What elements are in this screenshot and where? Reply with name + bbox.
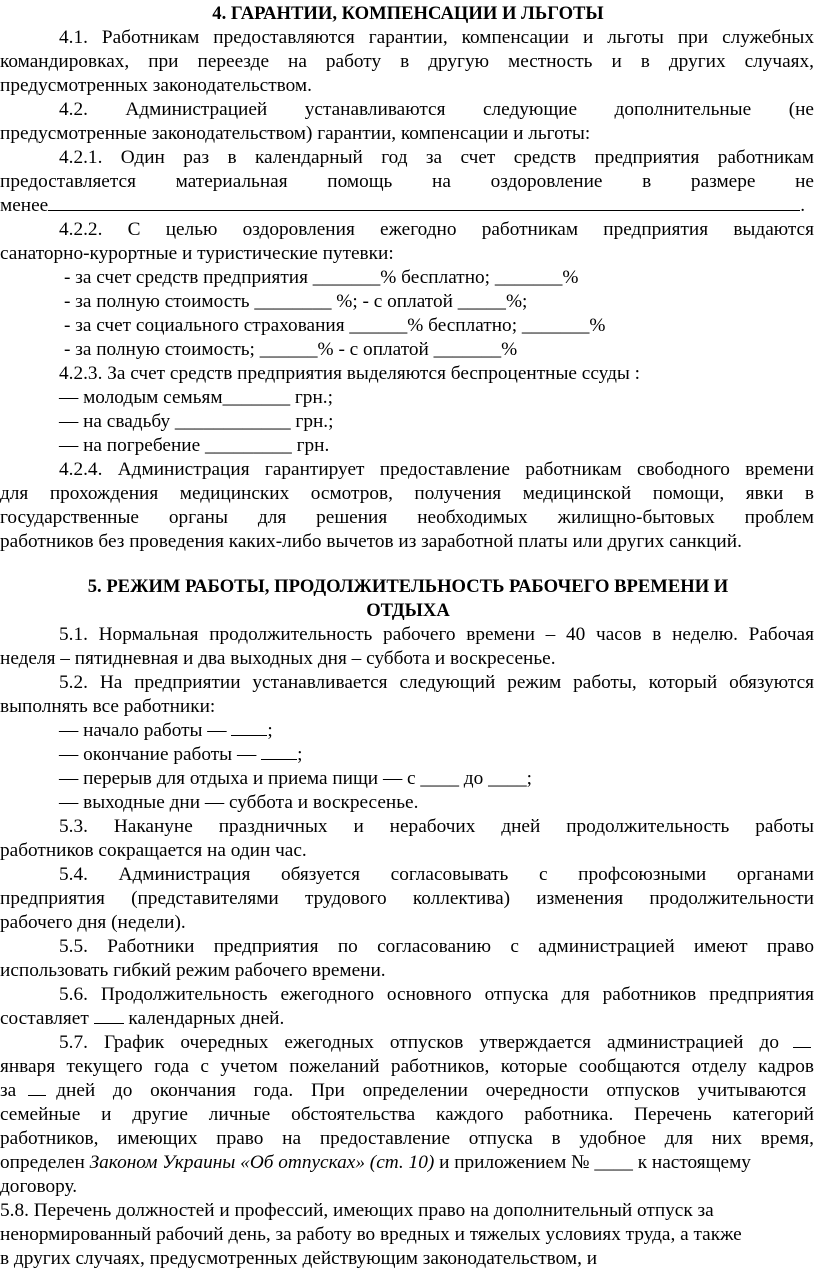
fill-in-blank[interactable] [28,1079,46,1096]
paragraph-5-1-line: 5.1. Нормальная продолжительность рабочего времени – 40 часов в неделю. Рабочая [59,624,814,645]
paragraph-5-4-line: предприятия (представителями трудового коллектива) изменения продолжительности [0,888,814,909]
paragraph-5-7-line: января текущего года с учетом пожеланий работников, которые сообщаются отделу кадров [0,1056,814,1077]
paragraph-4-2-4-line: работников без проведения каких-либо вычетов из заработной платы или других санкций. [0,531,742,552]
text-fragment: — начало работы — [59,720,232,741]
fill-in-blank[interactable] [261,743,297,760]
schedule-line [59,719,273,743]
paragraph-4-2-1-line: 4.2.1. Один раз в календарный год за счет средств предприятия работникам [59,147,814,168]
schedule-line: — выходные дни — суббота и воскресенье. [59,792,419,813]
paragraph-5-5-line: использовать гибкий режим рабочего времени. [0,960,386,981]
paragraph-5-2-line: 5.2. На предприятии устанавливается следующий режим работы, который обязуются [59,672,814,693]
voucher-line: - за полную стоимость ________ %; - с оплатой _____%; [64,291,528,312]
paragraph-5-3-line: работников сокращается на один час. [0,840,307,861]
paragraph-4-2-4-line: 4.2.4. Администрация гарантирует предоставление работникам свободного времени [59,459,814,480]
voucher-line: - за счет социального страхования ______% бесплатно; _______% [64,315,606,336]
paragraph-5-3-line: 5.3. Накануне праздничных и нерабочих дней продолжительность работы [59,816,814,837]
paragraph-4-2-2-line: 4.2.2. С целью оздоровления ежегодно работникам предприятия выдаются [59,219,814,240]
section-4-heading: 4. ГАРАНТИИ, КОМПЕНСАЦИИ И ЛЬГОТЫ [212,3,604,24]
paragraph-5-1-line: неделя – пятидневная и два выходных дня – суббота и воскресенье. [0,648,556,669]
paragraph-4-2-4-line: для прохождения медицинских осмотров, получения медицинской помощи, явки в [0,483,814,504]
paragraph-5-7-line: договору. [0,1176,78,1197]
paragraph-4-2-3: 4.2.3. За счет средств предприятия выделяются беспроцентные ссуды : [59,363,641,384]
paragraph-5-8-line: 5.8. Перечень должностей и профессий, имеющих право на дополнительный отпуск за [0,1200,714,1221]
text-fragment: и приложением № ____ к настоящему [434,1152,751,1173]
paragraph-4-2-line: 4.2. Администрацией устанавливаются следующие дополнительные (не [59,99,814,120]
paragraph-5-8-line: ненормированный рабочий день, за работу во вредных и тяжелых условиях труда, а также [0,1224,742,1245]
section-5-heading: 5. РЕЖИМ РАБОТЫ, ПРОДОЛЖИТЕЛЬНОСТЬ РАБОЧЕГО ВРЕМЕНИ И [87,576,729,597]
paragraph-5-7-line [59,1031,814,1055]
text-fragment: дней до окончания года. При определении очередности отпусков учитываются [56,1080,807,1101]
paragraph-4-2-line: предусмотренные законодательством) гарантии, компенсации и льготы: [0,123,591,144]
text-fragment: определен [0,1152,90,1173]
paragraph-5-7-line [0,1151,751,1175]
text-fragment: ; [267,720,273,741]
paragraph-5-7-line: семейные и другие личные обстоятельства каждого работника. Перечень категорий [0,1104,814,1125]
text-fragment: менее [0,195,49,216]
text-fragment: . [800,195,806,216]
fill-in-blank[interactable] [48,194,800,211]
voucher-line: - за полную стоимость; ______% - с оплатой _______% [64,339,518,360]
fill-in-blank[interactable] [793,1031,811,1048]
paragraph-4-1-line: командировках, при переезде на работу в другую местность и в других случаях, [0,51,814,72]
text-fragment: 5.7. График очередных ежегодных отпусков утверждается администрацией до [59,1032,779,1053]
text-fragment: ; [297,744,303,765]
paragraph-4-1-line: предусмотренных законодательством. [0,75,312,96]
paragraph-5-6-line: 5.6. Продолжительность ежегодного основного отпуска для работников предприятия [59,984,814,1005]
section-5-heading: ОТДЫХА [366,600,450,621]
loan-line: — молодым семьям_______ грн.; [59,387,333,408]
paragraph-4-1-line: 4.1. Работникам предоставляются гарантии, компенсации и льготы при служебных [59,27,814,48]
paragraph-4-2-1-line [0,194,805,218]
paragraph-4-2-4-line: государственные органы для решения необходимых жилищно-бытовых проблем [0,507,814,528]
paragraph-5-4-line: 5.4. Администрация обязуется согласовывать с профсоюзными органами [59,864,814,885]
fill-in-blank[interactable] [231,719,267,736]
paragraph-5-8-line: в других случаях, предусмотренных действующим законодательством, и [0,1248,598,1269]
text-fragment: за [0,1080,17,1101]
schedule-line: — перерыв для отдыха и приема пищи — с ____ до ____; [59,768,533,789]
fill-in-blank[interactable] [94,1007,124,1024]
loan-line: — на погребение _________ грн. [59,435,330,456]
paragraph-5-7-line: работников, имеющих право на предоставление отпуска в удобное для них время, [0,1128,814,1149]
paragraph-5-6-line [0,1007,284,1031]
schedule-line [59,743,302,767]
voucher-line: - за счет средств предприятия _______% бесплатно; _______% [64,267,579,288]
paragraph-5-2-line: выполнять все работники: [0,696,216,717]
paragraph-4-2-1-line: предоставляется материальная помощь на оздоровление в размере не [0,171,814,192]
text-fragment: — окончание работы — [59,744,262,765]
paragraph-5-7-line [0,1079,814,1103]
law-reference: Законом Украины «Об отпусках» (ст. 10) [89,1152,435,1173]
text-fragment: составляет [0,1008,94,1029]
paragraph-5-4-line: рабочего дня (недели). [0,912,186,933]
paragraph-5-5-line: 5.5. Работники предприятия по согласованию с администрацией имеют право [59,936,814,957]
text-fragment: календарных дней. [123,1008,285,1029]
loan-line: — на свадьбу ____________ грн.; [59,411,334,432]
paragraph-4-2-2-line: санаторно-курортные и туристические путевки: [0,243,394,264]
